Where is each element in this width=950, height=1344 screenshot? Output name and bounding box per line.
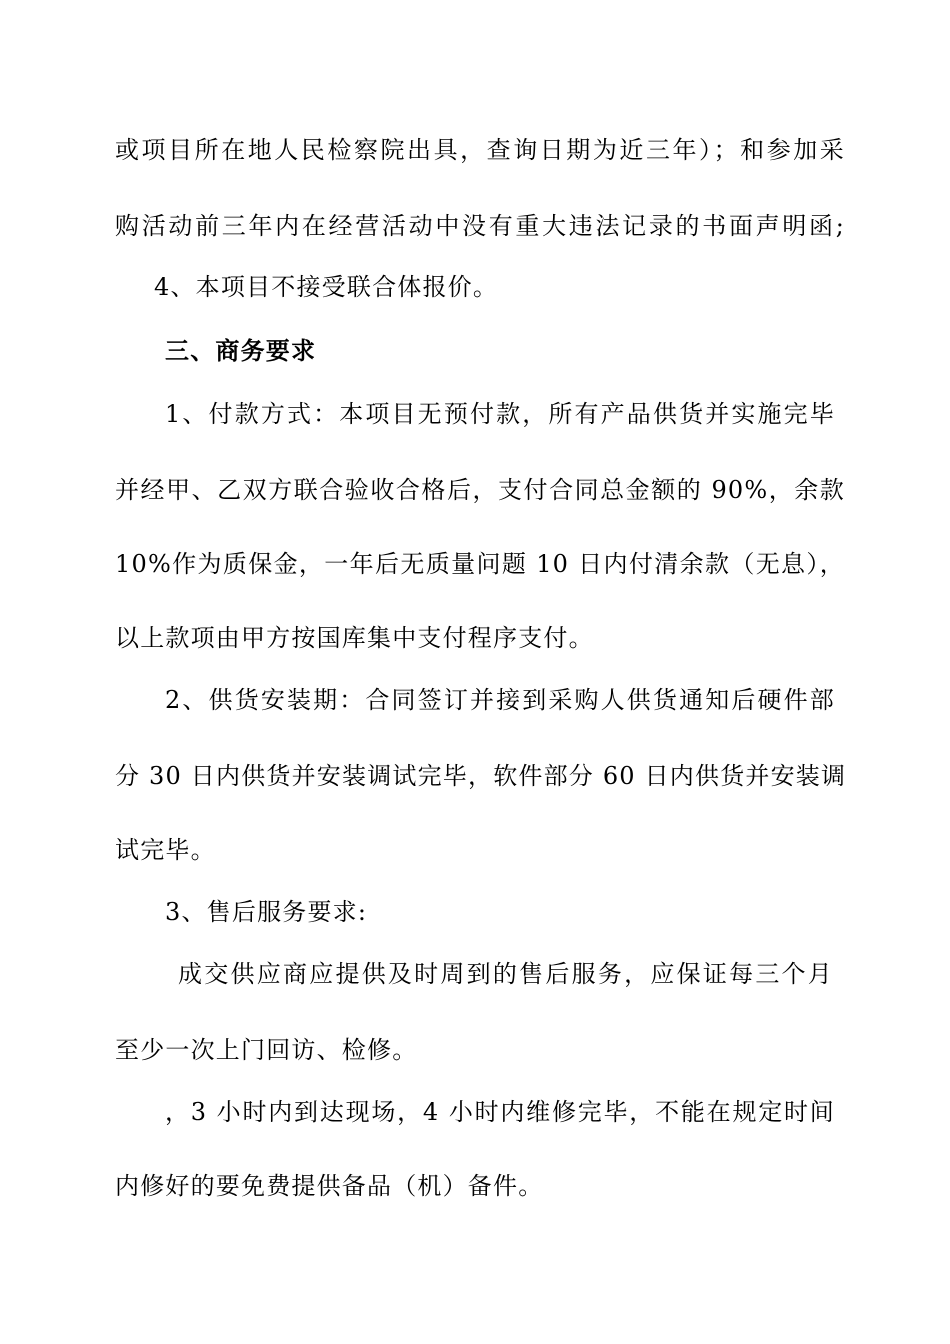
text-line-delivery-2: 分 30 日内供货并安装调试完毕，软件部分 60 日内供货并安装调 [115, 762, 847, 790]
text-line-service-4: 内修好的要免费提供备品（机）备件。 [115, 1172, 544, 1200]
text-line-delivery-1: 2、供货安装期：合同签订并接到采购人供货通知后硬件部 [165, 686, 835, 714]
text-line-service-3: ，3 小时内到达现场，4 小时内维修完毕，不能在规定时间 [165, 1098, 835, 1126]
section-heading-commercial: 三、商务要求 [165, 336, 317, 365]
text-line-1: 或项目所在地人民检察院出具，查询日期为近三年）；和参加采 [115, 136, 845, 164]
text-line-payment-4: 以上款项由甲方按国库集中支付程序支付。 [115, 624, 594, 652]
text-line-service-1: 成交供应商应提供及时周到的售后服务，应保证每三个月 [178, 960, 833, 988]
text-line-payment-3: 10%作为质保金，一年后无质量问题 10 日内付清余款（无息）， [115, 550, 845, 578]
text-line-payment-1: 1、付款方式：本项目无预付款，所有产品供货并实施完毕 [165, 400, 835, 428]
text-line-delivery-3: 试完毕。 [115, 836, 216, 864]
text-line-service-heading: 3、售后服务要求: [165, 898, 368, 926]
text-line-payment-2: 并经甲、乙双方联合验收合格后，支付合同总金额的 90%，余款 [115, 476, 845, 504]
text-line-2: 购活动前三年内在经营活动中没有重大违法记录的书面声明函; [115, 212, 845, 240]
text-line-service-2: 至少一次上门回访、检修。 [115, 1036, 418, 1064]
text-line-3: 4、本项目不接受联合体报价。 [154, 273, 499, 301]
